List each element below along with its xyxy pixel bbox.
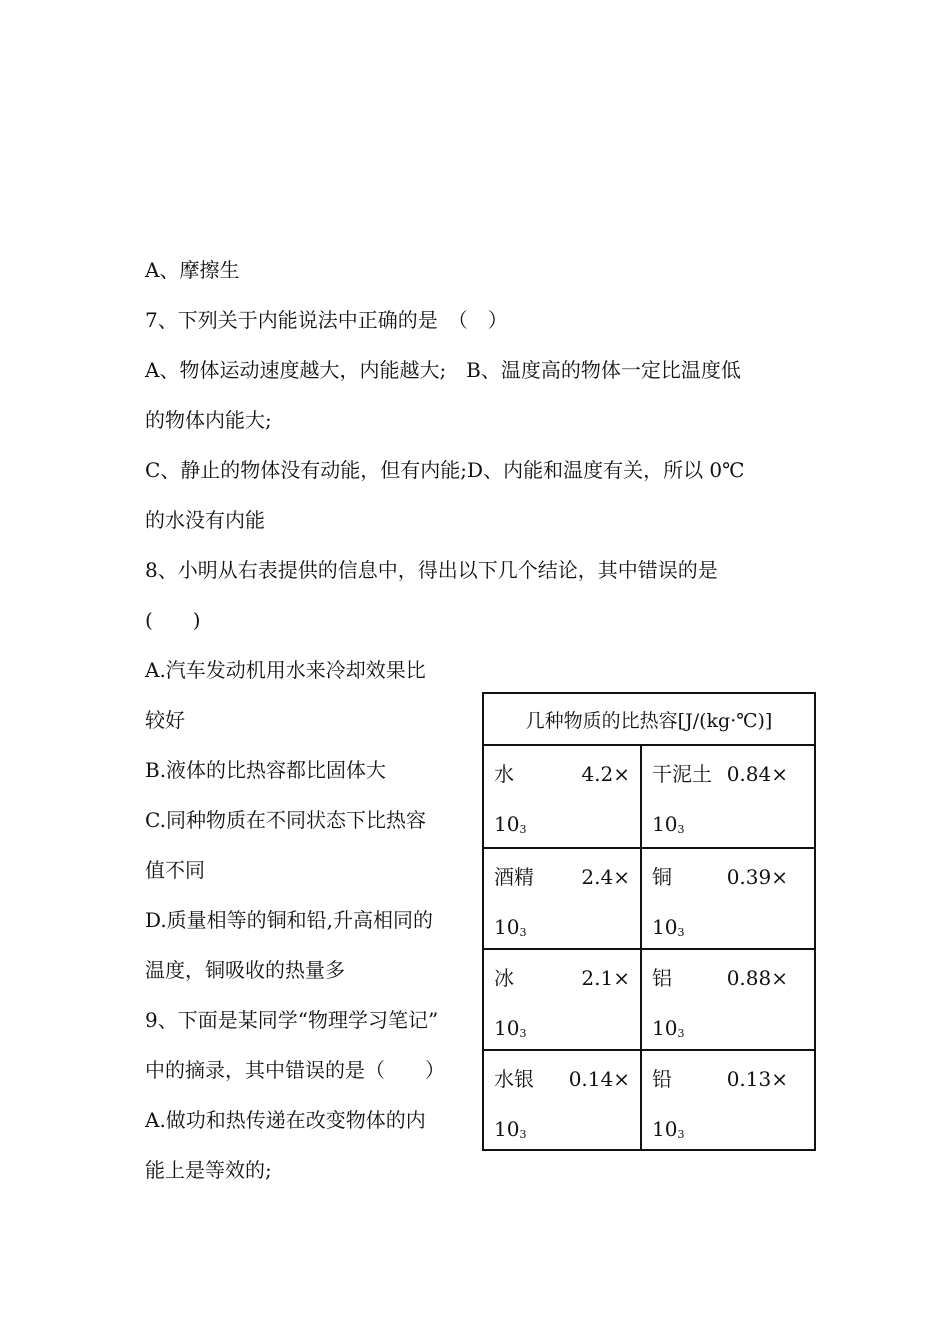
specific-heat-value: 4.2× <box>581 762 630 786</box>
power-of-ten: $10_3$ <box>652 1117 685 1141</box>
text-line: 较好 <box>145 708 185 732</box>
power-of-ten: $10_3$ <box>652 915 685 939</box>
table-cell <box>484 746 640 846</box>
question-9-option-a: A.做功和热传递在改变物体的内 <box>145 1108 426 1132</box>
answer-bracket: ( ) <box>145 608 201 632</box>
question-8-option-b: B.液体的比热容都比固体大 <box>145 758 387 782</box>
specific-heat-value: 0.14× <box>568 1067 630 1091</box>
power-of-ten: $10_3$ <box>494 1117 527 1141</box>
power-of-ten: $10_3$ <box>494 1016 527 1040</box>
substance-name: 干泥土 <box>652 762 712 786</box>
specific-heat-value: 0.84× <box>726 762 788 786</box>
question-7-option-ab: A、物体运动速度越大，内能越大; B、温度高的物体一定比温度低 <box>145 358 741 382</box>
substance-name: 铝 <box>652 966 672 990</box>
table-cell <box>642 1051 798 1151</box>
substance-name: 铅 <box>652 1067 672 1091</box>
text-line: 值不同 <box>145 858 205 882</box>
table-cell <box>642 849 798 949</box>
question-8-stem: 8、小明从右表提供的信息中，得出以下几个结论，其中错误的是 <box>145 558 718 582</box>
substance-name: 水 <box>494 762 514 786</box>
power-of-ten: $10_3$ <box>494 915 527 939</box>
power-of-ten: $10_3$ <box>652 1016 685 1040</box>
question-8-option-c: C.同种物质在不同状态下比热容 <box>145 808 426 832</box>
specific-heat-value: 2.4× <box>581 865 630 889</box>
text-line: 中的摘录，其中错误的是（ ） <box>145 1058 445 1082</box>
question-9-stem: 9、下面是某同学“物理学习笔记” <box>145 1008 439 1032</box>
power-of-ten: $10_3$ <box>494 812 527 836</box>
text-line: 的水没有内能 <box>145 508 265 532</box>
specific-heat-value: 2.1× <box>581 966 630 990</box>
text-line: A、摩擦生 <box>145 258 240 282</box>
table-cell <box>484 950 640 1050</box>
text-line: 能上是等效的; <box>145 1158 272 1182</box>
question-7-option-cd: C、静止的物体没有动能，但有内能;D、内能和温度有关，所以 0℃ <box>145 458 745 482</box>
table-cell <box>642 950 798 1050</box>
specific-heat-value: 0.13× <box>726 1067 788 1091</box>
table-cell <box>642 746 798 846</box>
text-line: 温度，铜吸收的热量多 <box>145 958 345 982</box>
power-of-ten: $10_3$ <box>652 812 685 836</box>
substance-name: 酒精 <box>494 865 534 889</box>
table-cell <box>484 1051 640 1151</box>
substance-name: 冰 <box>494 966 514 990</box>
question-7-stem: 7、下列关于内能说法中正确的是 （ ） <box>145 308 508 332</box>
specific-heat-table <box>482 692 816 1151</box>
substance-name: 水银 <box>494 1067 534 1091</box>
question-8-option-a: A.汽车发动机用水来冷却效果比 <box>145 658 426 682</box>
table-title: 几种物质的比热容[J/(kg·℃)] <box>484 694 814 746</box>
text-line: 的物体内能大; <box>145 408 272 432</box>
table-cell <box>484 849 640 949</box>
specific-heat-value: 0.39× <box>726 865 788 889</box>
specific-heat-value: 0.88× <box>726 966 788 990</box>
substance-name: 铜 <box>652 865 672 889</box>
question-8-option-d: D.质量相等的铜和铅,升高相同的 <box>145 908 434 932</box>
